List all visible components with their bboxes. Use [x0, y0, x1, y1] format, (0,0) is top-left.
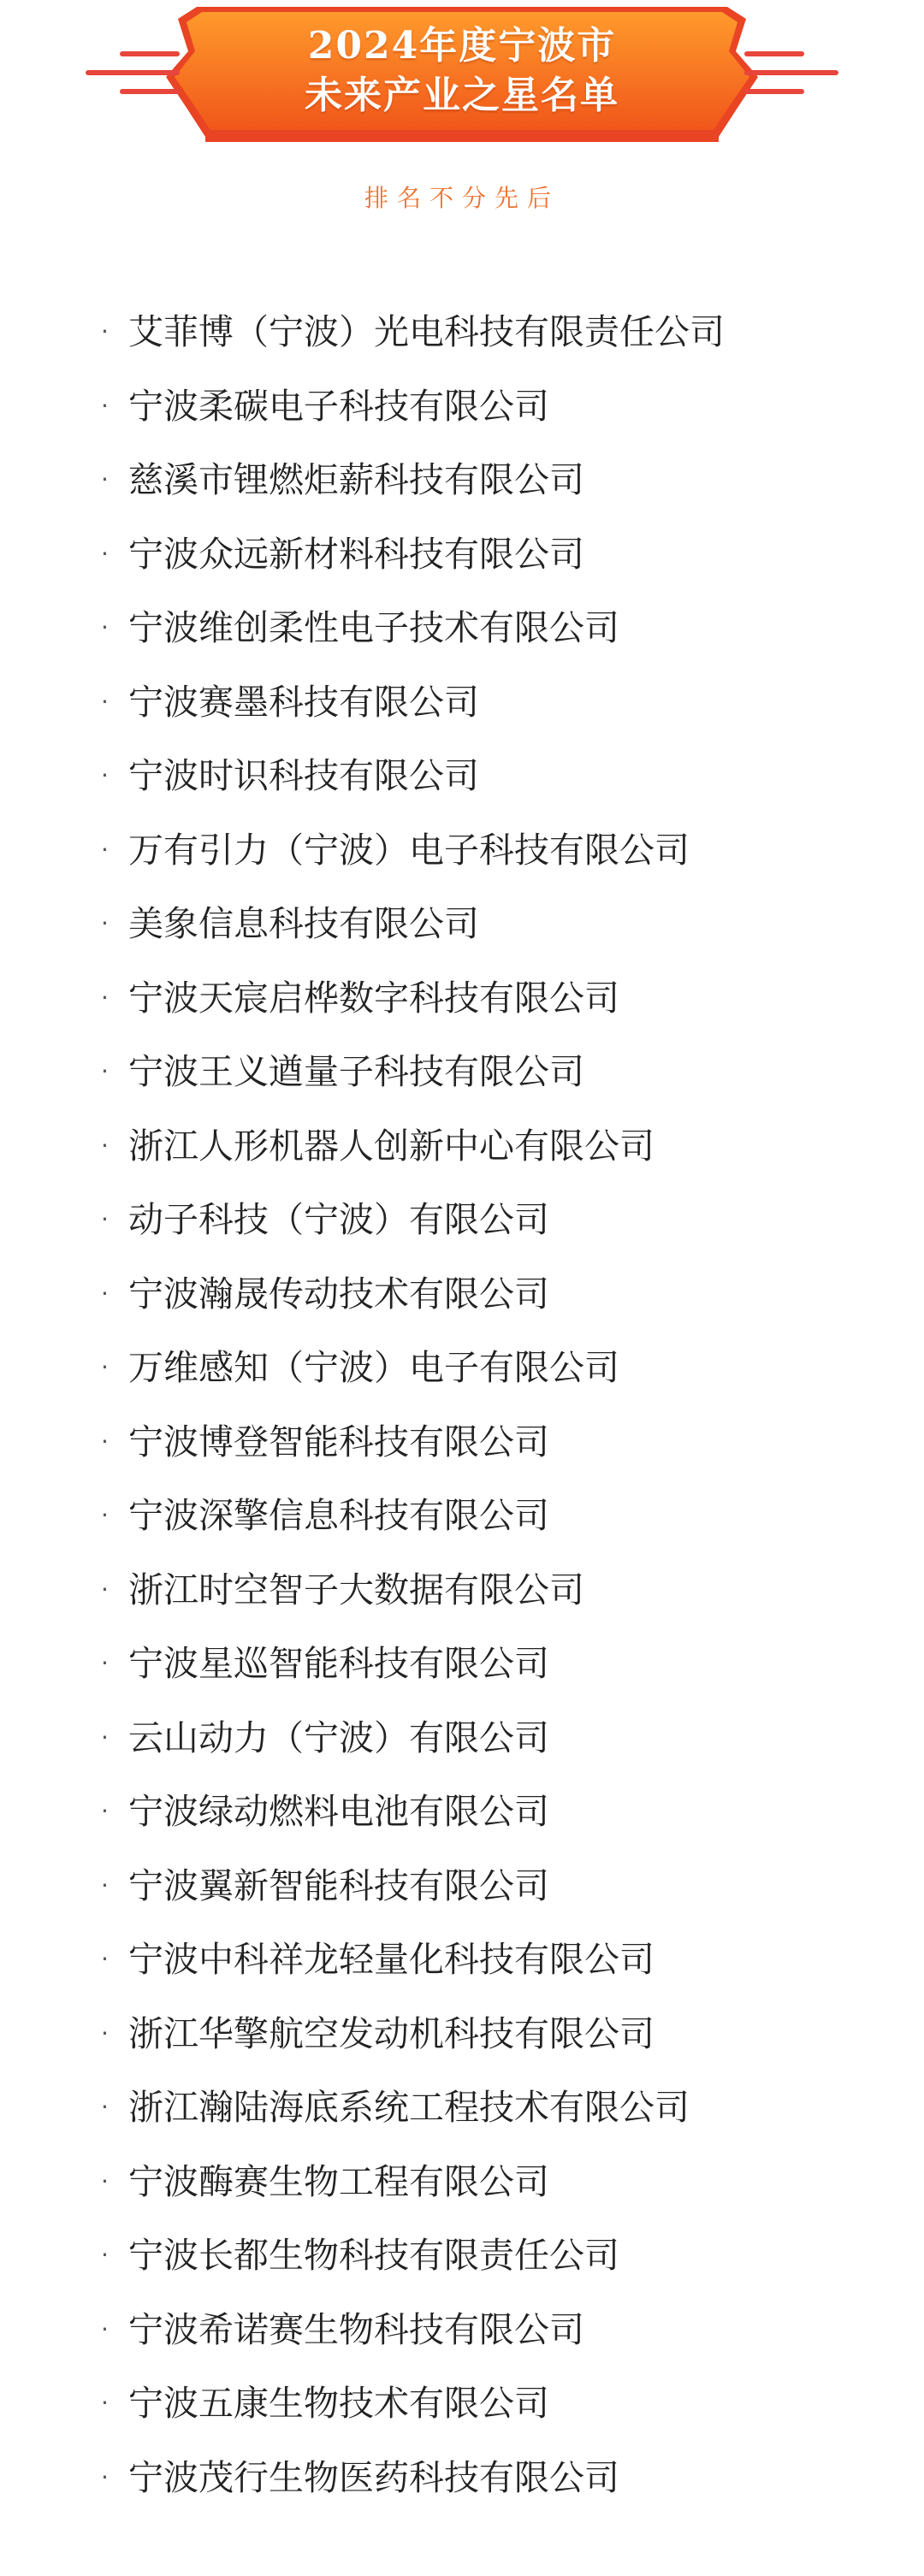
- list-item: [101, 1048, 725, 1122]
- bullet: ·: [101, 909, 109, 937]
- bullet: ·: [101, 317, 109, 346]
- bullet: ·: [101, 1501, 109, 1529]
- company-list: [101, 308, 725, 2527]
- list-item: [101, 1862, 725, 1936]
- list-item: [101, 826, 725, 901]
- list-item: [101, 2231, 725, 2306]
- list-item: [101, 1714, 725, 1788]
- bullet: ·: [101, 539, 109, 568]
- company-name: 云山动力（宁波）有限公司: [128, 1716, 549, 1758]
- list-item: [101, 1344, 725, 1418]
- bullet: ·: [101, 2462, 109, 2491]
- bullet: ·: [101, 1649, 109, 1677]
- list-item: [101, 900, 725, 974]
- list-item: [101, 678, 725, 753]
- list-item: [101, 456, 725, 530]
- list-item: [101, 1270, 725, 1344]
- list-item: [101, 530, 725, 605]
- bullet: ·: [101, 2018, 109, 2047]
- bullet: ·: [101, 391, 109, 420]
- company-name: 美象信息科技有限公司: [128, 903, 479, 944]
- company-name: 宁波中科祥龙轻量化科技有限公司: [128, 1939, 654, 1980]
- company-name: 宁波星巡智能科技有限公司: [128, 1643, 549, 1684]
- bullet: ·: [101, 465, 109, 493]
- list-item: [101, 308, 725, 382]
- list-item: [101, 2379, 725, 2454]
- company-name: 万有引力（宁波）电子科技有限公司: [128, 829, 690, 871]
- company-name: 浙江时空智子大数据有限公司: [128, 1569, 584, 1610]
- list-item: [101, 1196, 725, 1270]
- bullet: ·: [101, 1945, 109, 1973]
- bullet: ·: [101, 2166, 109, 2195]
- company-name: 宁波五康生物技术有限公司: [128, 2383, 549, 2424]
- banner-title-line-1: 2024年度宁波市: [307, 24, 617, 68]
- company-name: 宁波时识科技有限公司: [128, 755, 479, 796]
- company-name: 万维感知（宁波）电子有限公司: [128, 1347, 619, 1388]
- bullet: ·: [101, 1131, 109, 1160]
- bullet: ·: [101, 1353, 109, 1381]
- list-item: [101, 1122, 725, 1196]
- company-name: 宁波深擎信息科技有限公司: [128, 1495, 549, 1536]
- bullet: ·: [101, 835, 109, 864]
- title-banner: [0, 0, 924, 154]
- company-name: 宁波瀚晟传动技术有限公司: [128, 1273, 549, 1315]
- list-item: [101, 2306, 725, 2380]
- list-item: [101, 2454, 725, 2528]
- company-name: 宁波天宸启桦数字科技有限公司: [128, 977, 619, 1019]
- list-item: [101, 1640, 725, 1714]
- bullet: ·: [101, 687, 109, 716]
- bullet: ·: [101, 2241, 109, 2269]
- ranking-note: 排名不分先后: [364, 184, 560, 212]
- bullet: ·: [101, 761, 109, 789]
- company-name: 慈溪市锂燃炬薪科技有限公司: [128, 459, 584, 500]
- list-item: [101, 2083, 725, 2158]
- list-item: [101, 1492, 725, 1566]
- bullet: ·: [101, 1205, 109, 1233]
- company-name: 浙江人形机器人创新中心有限公司: [128, 1125, 654, 1167]
- list-item: [101, 604, 725, 678]
- company-name: 宁波众远新材料科技有限公司: [128, 533, 584, 575]
- company-name: 宁波博登智能科技有限公司: [128, 1421, 549, 1462]
- company-name: 宁波维创柔性电子技术有限公司: [128, 607, 619, 648]
- bullet: ·: [101, 2093, 109, 2121]
- company-name: 艾菲博（宁波）光电科技有限责任公司: [128, 311, 725, 352]
- company-name: 宁波王义遒量子科技有限公司: [128, 1051, 584, 1092]
- company-name: 宁波茂行生物医药科技有限公司: [128, 2456, 619, 2498]
- bullet: ·: [101, 2314, 109, 2343]
- company-name: 浙江瀚陆海底系统工程技术有限公司: [128, 2087, 690, 2128]
- bullet: ·: [101, 1427, 109, 1456]
- bullet: ·: [101, 1279, 109, 1308]
- banner-title-line-2: 未来产业之星名单: [305, 74, 619, 117]
- bullet: ·: [101, 1722, 109, 1752]
- bullet: ·: [101, 1575, 109, 1604]
- list-item: [101, 2010, 725, 2084]
- list-item: [101, 1566, 725, 1640]
- company-name: 宁波长都生物科技有限责任公司: [128, 2235, 619, 2276]
- list-item: [101, 974, 725, 1049]
- company-name: 宁波翼新智能科技有限公司: [128, 1864, 549, 1906]
- company-name: 宁波希诺赛生物科技有限公司: [128, 2308, 584, 2350]
- list-item: [101, 752, 725, 826]
- bullet: ·: [101, 2389, 109, 2417]
- company-name: 宁波赛墨科技有限公司: [128, 681, 479, 723]
- company-name: 浙江华擎航空发动机科技有限公司: [128, 2012, 654, 2054]
- bullet: ·: [101, 1870, 109, 1900]
- bullet: ·: [101, 1797, 109, 1825]
- bullet: ·: [101, 1057, 109, 1085]
- list-item: [101, 1418, 725, 1492]
- list-item: [101, 2158, 725, 2232]
- list-item: [101, 382, 725, 457]
- company-name: 宁波绿动燃料电池有限公司: [128, 1791, 549, 1832]
- company-name: 宁波柔碳电子科技有限公司: [128, 385, 549, 427]
- bullet: ·: [101, 613, 109, 641]
- list-item: [101, 1787, 725, 1862]
- bullet: ·: [101, 983, 109, 1012]
- company-name: 宁波酶赛生物工程有限公司: [128, 2160, 549, 2202]
- company-name: 动子科技（宁波）有限公司: [128, 1199, 549, 1240]
- list-item: [101, 1935, 725, 2010]
